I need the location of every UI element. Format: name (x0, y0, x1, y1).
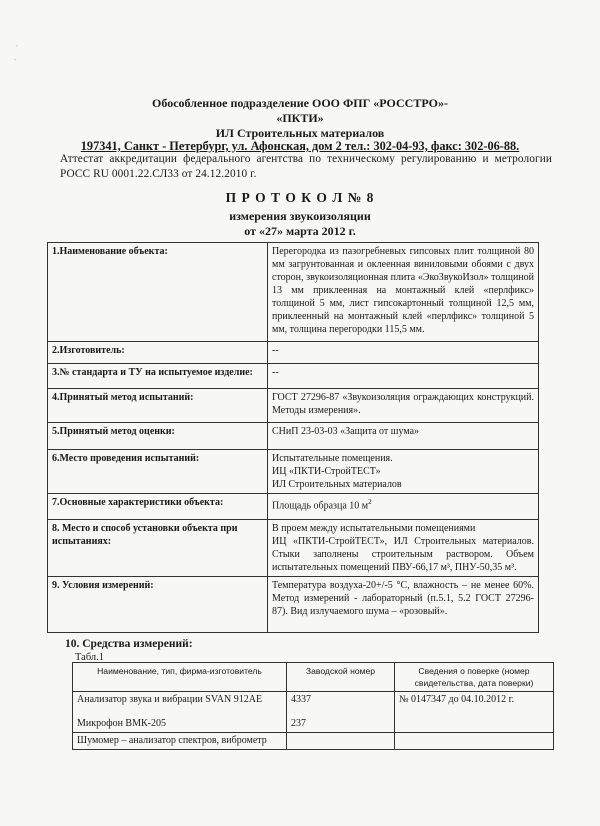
org-name-line1: Обособленное подразделение ООО ФПГ «РОССТРО»- (152, 96, 448, 110)
verification-info: № 0147347 до 04.10.2012 г. (399, 694, 515, 705)
table-row (48, 494, 539, 520)
table-row (48, 423, 539, 450)
row-label: 7.Основные характеристики объекта: (48, 494, 268, 520)
row-label: 4.Принятый метод испытаний: (48, 389, 268, 423)
row-value: Температура воздуха-20+/-5 °С, влажность – не менее 60%. Метод измерений - лабораторный (п.5.1, 5.2 ГОСТ 27296-87). Вид излучаемого шума – «розовый». (268, 577, 539, 633)
protocol-date: от «27» марта 2012 г. (244, 224, 356, 238)
value-line: В проем между испытательными помещениями (272, 523, 476, 534)
table-row (48, 450, 539, 494)
section-10-title: 10. Средства измерений: (65, 638, 193, 650)
row-value: ГОСТ 27296-87 «Звукоизоляция ограждающих конструкций. Методы измерения». (268, 389, 539, 423)
row-label: 5.Принятый метод оценки: (48, 423, 268, 450)
table-row (48, 364, 539, 389)
area-unit-sup: 2 (368, 498, 372, 506)
table-row (48, 389, 539, 423)
attestation-text: Аттестат аккредитации федерального агентства по техническому регулированию и метрологии РОСС RU 0001.22.СЛ33 от 24.12.2010 г. (60, 153, 552, 180)
table-label: Табл.1 (75, 652, 105, 663)
instruments-table (72, 662, 554, 750)
col-header-verification: Сведения о поверке (номер свидетельства, дата поверки) (395, 663, 554, 692)
table-header-row (73, 663, 554, 692)
instrument-cell (73, 692, 287, 733)
row-value: -- (268, 342, 539, 364)
row-label: 6.Место проведения испытаний: (48, 450, 268, 494)
value-line: Испытательные помещения. (272, 453, 393, 464)
row-value: Перегородка из пазогребневых гипсовых плит толщиной 80 мм загрунтованная и оклеенная виниловыми обоями с двух сторон, звукоизоляционная плита «ЭкоЗвукоИзол» толщиной 13 мм приклеенная на монтажный клей «перлфикс» толщиной 5 мм, лист гипсокартонный толщиной 12,5 мм, приклеенный на монтажный клей «перлфикс» толщиной 5 мм, толщина перегородки 115,5 мм. (268, 243, 539, 342)
area-text: Площадь образца 10 м (272, 500, 369, 512)
row-value (268, 450, 539, 494)
serial-cell (287, 692, 395, 733)
table-row (48, 342, 539, 364)
col-header-name: Наименование, тип, фирма-изготовитель (73, 663, 287, 692)
lab-name: ИЛ Строительных материалов (215, 126, 385, 140)
row-value (268, 494, 539, 520)
value-line: ИЦ «ПКТИ-СтройТЕСТ» (272, 466, 381, 477)
verification-info (395, 733, 554, 750)
row-label: 2.Изготовитель: (48, 342, 268, 364)
protocol-title: П Р О Т О К О Л № 8 (225, 190, 375, 205)
instrument-name: Микрофон ВМК-205 (77, 718, 166, 729)
org-name-line2: «ПКТИ» (276, 111, 324, 125)
table-row (73, 733, 554, 750)
scan-speck: • (14, 58, 17, 64)
object-info-table (47, 242, 539, 633)
row-label: 1.Наименование объекта: (48, 243, 268, 342)
value-line: ИЦ «ПКТИ-СтройТЕСТ», ИЛ Строительных материалов. Стыки заполнены строительным раствором. Объем испытательных помещений ПВУ-66,17 м³, ПНУ-50,35 м³. (272, 536, 534, 573)
instrument-name: Анализатор звука и вибрации SVAN 912AE (77, 694, 263, 705)
protocol-subtitle: измерения звукоизоляции (229, 209, 371, 223)
serial-number: 4337 (291, 694, 311, 705)
instrument-name: Шумомер – анализатор спектров, виброметр (73, 733, 287, 750)
col-header-serial: Заводской номер (287, 663, 395, 692)
row-label: 9. Условия измерений: (48, 577, 268, 633)
table-row (48, 577, 539, 633)
row-value: СНиП 23-03-03 «Защита от шума» (268, 423, 539, 450)
org-address: 197341, Санкт - Петербург, ул. Афонская, дом 2 тел.: 302-04-93, факс: 302-06-88. (80, 139, 520, 153)
row-label: 3.№ стандарта и ТУ на испытуемое изделие: (48, 364, 268, 389)
row-value (268, 520, 539, 577)
verification-cell (395, 692, 554, 733)
row-value: -- (268, 364, 539, 389)
value-line: ИЛ Строительных материалов (272, 479, 402, 490)
serial-number: 237 (291, 718, 306, 729)
scan-speck: • (16, 44, 19, 50)
row-label: 8. Место и способ установки объекта при испытаниях: (48, 520, 268, 577)
table-row (48, 520, 539, 577)
table-row (73, 692, 554, 733)
serial-number (287, 733, 395, 750)
table-row (48, 243, 539, 342)
